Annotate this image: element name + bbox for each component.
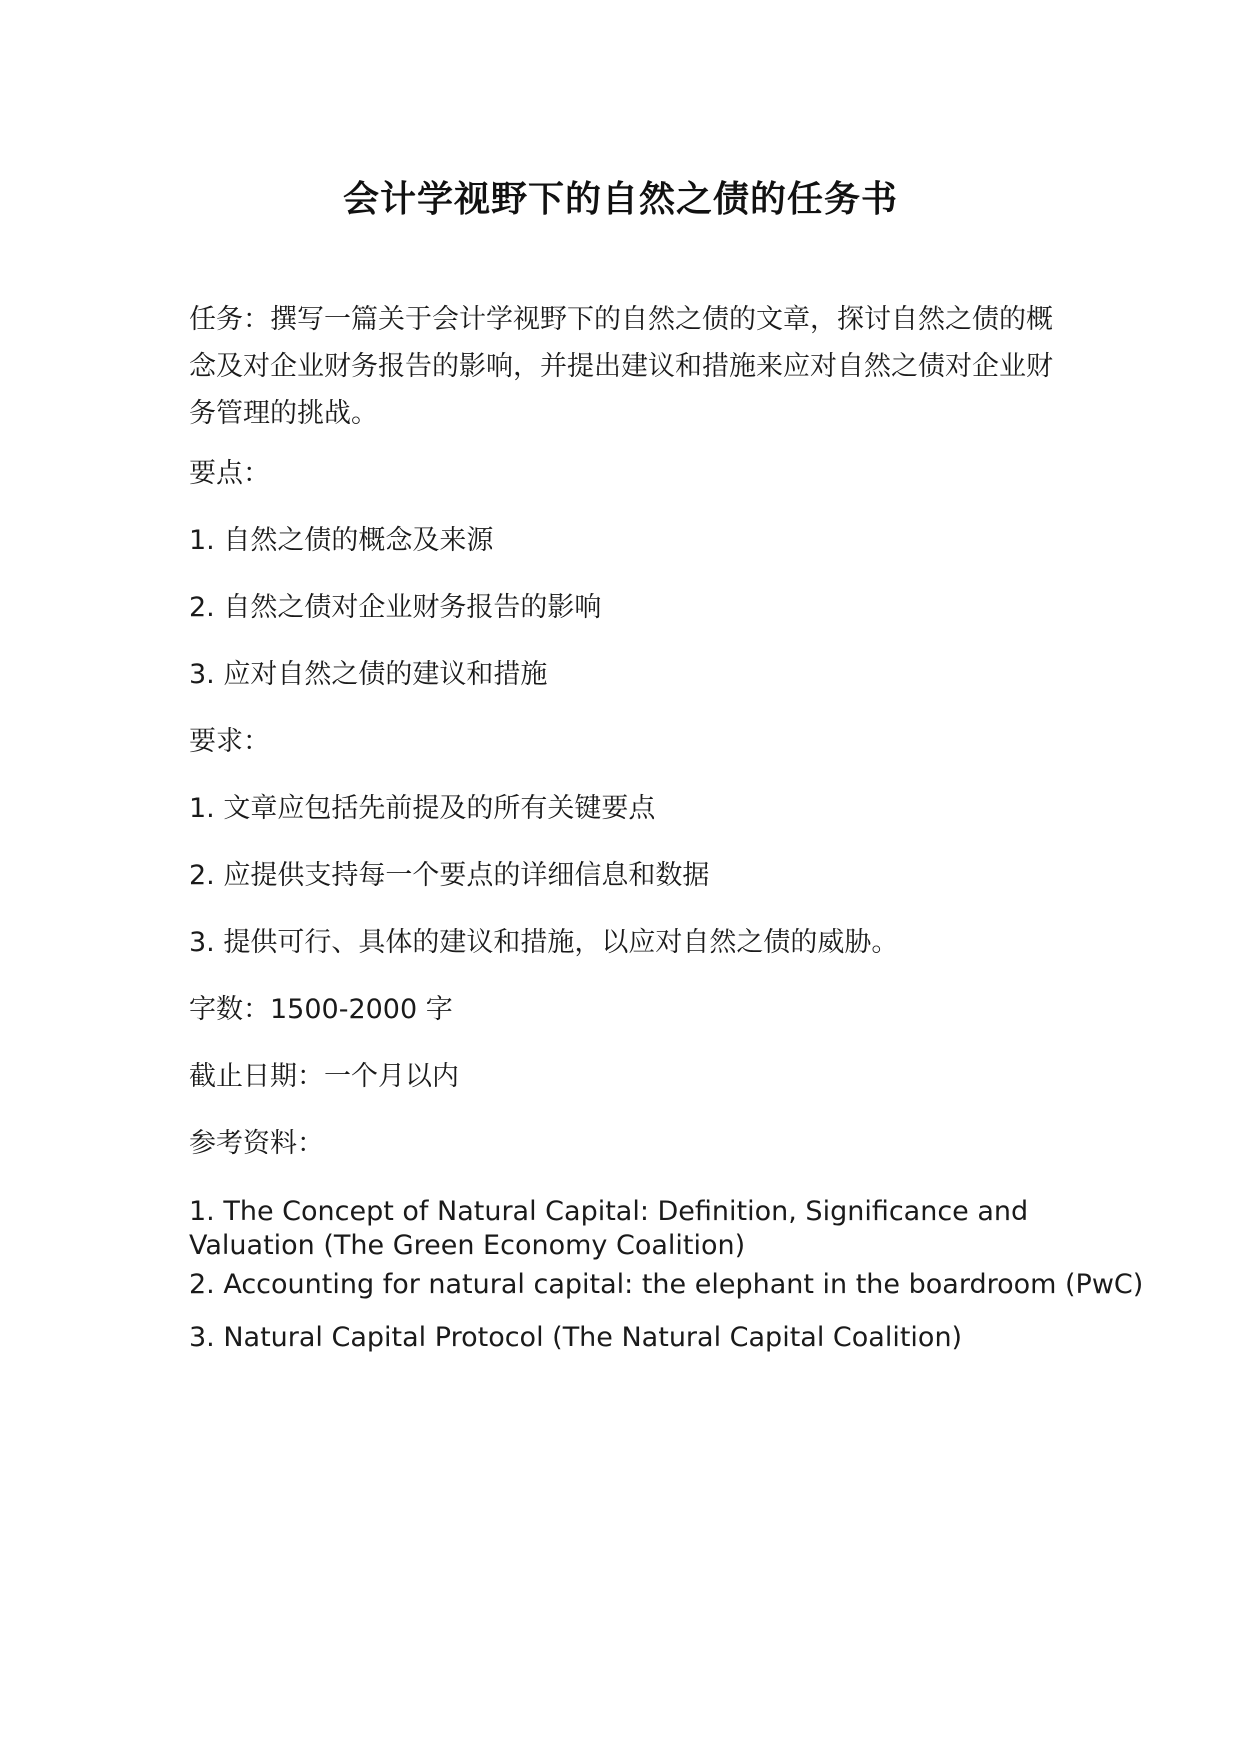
reference-item: 1. The Concept of Natural Capital: Definition, Significance and Valuation (The Green Economy Coalition) (189, 1196, 1029, 1261)
requirement-item: 2. 应提供支持每一个要点的详细信息和数据 (189, 860, 710, 891)
reference-item: 2. Accounting for natural capital: the elephant in the boardroom (PwC) (189, 1269, 1144, 1300)
points-heading: 要点： (189, 458, 270, 489)
word-count: 字数：1500-2000 字 (189, 994, 453, 1025)
requirement-item: 1. 文章应包括先前提及的所有关键要点 (189, 793, 656, 824)
task-paragraph: 任务：撰写一篇关于会计学视野下的自然之债的文章，探讨自然之债的概念及对企业财务报告的影响，并提出建议和措施来应对自然之债对企业财务管理的挑战。 (189, 304, 1053, 429)
document-title: 会计学视野下的自然之债的任务书 (342, 179, 898, 220)
deadline: 截止日期：一个月以内 (189, 1061, 459, 1092)
point-item: 1. 自然之债的概念及来源 (189, 525, 494, 556)
requirement-item: 3. 提供可行、具体的建议和措施，以应对自然之债的威胁。 (189, 927, 899, 958)
point-item: 2. 自然之债对企业财务报告的影响 (189, 592, 602, 623)
requirements-heading: 要求： (189, 726, 270, 757)
reference-item: 3. Natural Capital Protocol (The Natural Capital Coalition) (189, 1322, 963, 1353)
references-heading: 参考资料： (189, 1128, 324, 1159)
point-item: 3. 应对自然之债的建议和措施 (189, 659, 548, 690)
